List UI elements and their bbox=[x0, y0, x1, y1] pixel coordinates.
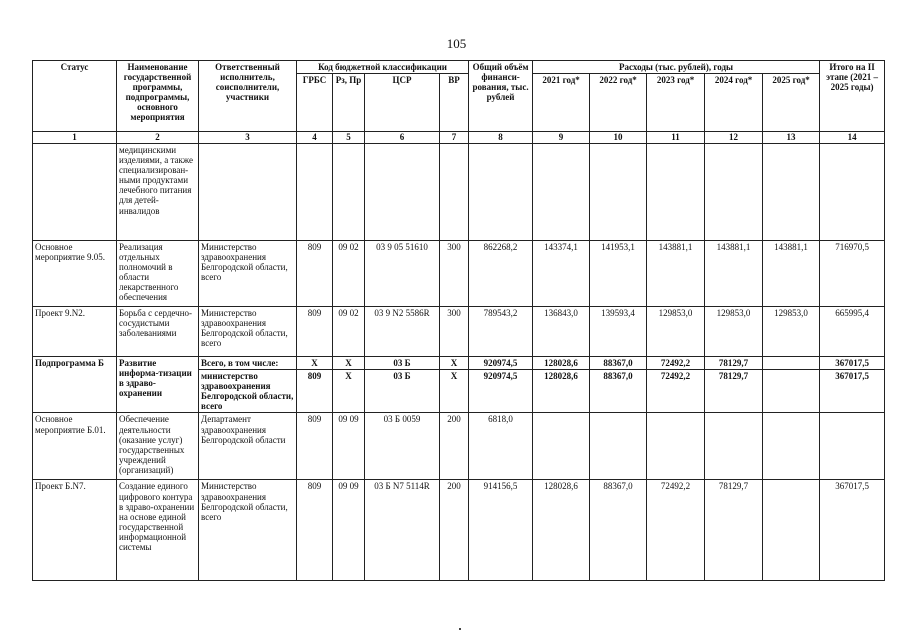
cell-2024: 129853,0 bbox=[705, 307, 763, 357]
cell-vr: Х bbox=[440, 357, 469, 370]
cell-name: медицинскими изделиями, а также специализирован-ными продуктами лечебного питания для детей-инвалидов bbox=[117, 144, 199, 241]
cell-2021 bbox=[533, 144, 590, 241]
header-2022: 2022 год* bbox=[590, 74, 647, 132]
cell-vr: 300 bbox=[440, 307, 469, 357]
col-number: 10 bbox=[590, 132, 647, 144]
cell-vr: Х bbox=[440, 370, 469, 413]
cell-2024: 78129,7 bbox=[705, 370, 763, 413]
table-row bbox=[33, 357, 885, 370]
header-2023: 2023 год* bbox=[647, 74, 705, 132]
cell-name: Реализация отдельных полномочий в области лекарственного обеспечения bbox=[117, 241, 199, 307]
cell-2024 bbox=[705, 144, 763, 241]
cell-itogo bbox=[820, 413, 885, 480]
cell-itogo: 367017,5 bbox=[820, 357, 885, 370]
cell-grbs: 809 bbox=[297, 480, 333, 581]
col-number: 4 bbox=[297, 132, 333, 144]
cell-total: 920974,5 bbox=[469, 357, 533, 370]
col-number: 12 bbox=[705, 132, 763, 144]
cell-total: 862268,2 bbox=[469, 241, 533, 307]
cell-2025 bbox=[763, 144, 820, 241]
cell-status: Основное мероприятие 9.05. bbox=[33, 241, 117, 307]
cell-grbs: 809 bbox=[297, 241, 333, 307]
cell-2024 bbox=[705, 413, 763, 480]
col-number: 8 bbox=[469, 132, 533, 144]
cell-rz: 09 02 bbox=[333, 307, 365, 357]
table-row bbox=[33, 307, 885, 357]
cell-total: 920974,5 bbox=[469, 370, 533, 413]
cell-rz: 09 09 bbox=[333, 480, 365, 581]
cell-2023: 72492,2 bbox=[647, 480, 705, 581]
cell-responsible: министерство здравоохранения Белгородской области, всего bbox=[199, 370, 297, 413]
budget-table bbox=[32, 60, 885, 581]
col-number: 2 bbox=[117, 132, 199, 144]
cell-2022 bbox=[590, 413, 647, 480]
col-number: 1 bbox=[33, 132, 117, 144]
cell-status: Подпрограмма Б bbox=[33, 357, 117, 413]
page-number: 105 bbox=[446, 36, 467, 51]
cell-responsible: Министерство здравоохранения Белгородской области, всего bbox=[199, 241, 297, 307]
cell-itogo: 716970,5 bbox=[820, 241, 885, 307]
cell-grbs bbox=[297, 144, 333, 241]
cell-csr: 03 9 05 51610 bbox=[365, 241, 440, 307]
col-number: 9 bbox=[533, 132, 590, 144]
cell-2025: 143881,1 bbox=[763, 241, 820, 307]
table-row bbox=[33, 480, 885, 581]
table-row bbox=[33, 144, 885, 241]
cell-itogo bbox=[820, 144, 885, 241]
header-name: Наименование государственной программы, подпрограммы, основного мероприятия bbox=[117, 61, 199, 132]
cell-rz bbox=[333, 144, 365, 241]
cell-total: 789543,2 bbox=[469, 307, 533, 357]
cell-rz: 09 02 bbox=[333, 241, 365, 307]
cell-2022: 88367,0 bbox=[590, 357, 647, 370]
cell-2022: 141953,1 bbox=[590, 241, 647, 307]
cell-vr: 200 bbox=[440, 480, 469, 581]
header-2024: 2024 год* bbox=[705, 74, 763, 132]
cell-2024: 78129,7 bbox=[705, 357, 763, 370]
cell-2021: 128028,6 bbox=[533, 370, 590, 413]
header-vr: ВР bbox=[440, 74, 469, 132]
cell-csr: 03 9 N2 5586R bbox=[365, 307, 440, 357]
cell-2021: 143374,1 bbox=[533, 241, 590, 307]
header-status: Статус bbox=[33, 61, 117, 132]
header-2021: 2021 год* bbox=[533, 74, 590, 132]
header-total-volume: Общий объём финанси-рования, тыс. рублей bbox=[469, 61, 533, 132]
cell-grbs: Х bbox=[297, 357, 333, 370]
table-row bbox=[33, 413, 885, 480]
cell-2021: 136843,0 bbox=[533, 307, 590, 357]
cell-total: 914156,5 bbox=[469, 480, 533, 581]
cell-name: Создание единого цифрового контура в здраво-охранении на основе единой государственной информационной системы bbox=[117, 480, 199, 581]
cell-2025 bbox=[763, 413, 820, 480]
col-number: 5 bbox=[333, 132, 365, 144]
header-itogo: Итого на II этапе (2021 – 2025 годы) bbox=[820, 61, 885, 132]
col-number: 13 bbox=[763, 132, 820, 144]
cell-2025 bbox=[763, 357, 820, 370]
cell-name: Борьба с сердечно-сосудистыми заболеваниями bbox=[117, 307, 199, 357]
cell-responsible: Министерство здравоохранения Белгородской области, всего bbox=[199, 307, 297, 357]
cell-2025 bbox=[763, 370, 820, 413]
cell-2024: 143881,1 bbox=[705, 241, 763, 307]
cell-2023: 129853,0 bbox=[647, 307, 705, 357]
cell-csr: 03 Б bbox=[365, 357, 440, 370]
cell-2023: 72492,2 bbox=[647, 370, 705, 413]
cell-2025: 129853,0 bbox=[763, 307, 820, 357]
col-number: 3 bbox=[199, 132, 297, 144]
header-grbs: ГРБС bbox=[297, 74, 333, 132]
cell-2023 bbox=[647, 144, 705, 241]
cell-status: Основное мероприятие Б.01. bbox=[33, 413, 117, 480]
header-responsible: Ответственный исполнитель, соисполнители, участники bbox=[199, 61, 297, 132]
scan-speck bbox=[459, 628, 461, 630]
col-number: 11 bbox=[647, 132, 705, 144]
cell-status: Проект 9.N2. bbox=[33, 307, 117, 357]
cell-2024: 78129,7 bbox=[705, 480, 763, 581]
col-number: 6 bbox=[365, 132, 440, 144]
cell-responsible: Департамент здравоохранения Белгородской области bbox=[199, 413, 297, 480]
cell-itogo: 665995,4 bbox=[820, 307, 885, 357]
header-budget-code: Код бюджетной классификации bbox=[297, 61, 469, 74]
cell-itogo: 367017,5 bbox=[820, 480, 885, 581]
header-2025: 2025 год* bbox=[763, 74, 820, 132]
cell-2023: 143881,1 bbox=[647, 241, 705, 307]
cell-responsible-total: Всего, в том числе: bbox=[199, 357, 297, 370]
cell-grbs: 809 bbox=[297, 307, 333, 357]
cell-2023: 72492,2 bbox=[647, 357, 705, 370]
cell-rz: 09 09 bbox=[333, 413, 365, 480]
cell-grbs: 809 bbox=[297, 413, 333, 480]
cell-csr: 03 Б N7 5114R bbox=[365, 480, 440, 581]
header-csr: ЦСР bbox=[365, 74, 440, 132]
cell-vr: 200 bbox=[440, 413, 469, 480]
cell-responsible: Министерство здравоохранения Белгородской области, всего bbox=[199, 480, 297, 581]
cell-csr: 03 Б 0059 bbox=[365, 413, 440, 480]
cell-responsible bbox=[199, 144, 297, 241]
cell-vr bbox=[440, 144, 469, 241]
cell-2022: 88367,0 bbox=[590, 370, 647, 413]
cell-csr: 03 Б bbox=[365, 370, 440, 413]
cell-2021 bbox=[533, 413, 590, 480]
cell-2023 bbox=[647, 413, 705, 480]
cell-csr bbox=[365, 144, 440, 241]
header-rz-pr: Рз, Пр bbox=[333, 74, 365, 132]
cell-grbs: 809 bbox=[297, 370, 333, 413]
cell-2022: 88367,0 bbox=[590, 480, 647, 581]
col-number: 7 bbox=[440, 132, 469, 144]
cell-2022 bbox=[590, 144, 647, 241]
cell-2022: 139593,4 bbox=[590, 307, 647, 357]
cell-2021: 128028,6 bbox=[533, 357, 590, 370]
cell-2021: 128028,6 bbox=[533, 480, 590, 581]
cell-name: Развитие информа-тизации в здраво-охранении bbox=[117, 357, 199, 413]
col-number: 14 bbox=[820, 132, 885, 144]
cell-name: Обеспечение деятельности (оказание услуг) государственных учреждений (организаций) bbox=[117, 413, 199, 480]
cell-vr: 300 bbox=[440, 241, 469, 307]
cell-status bbox=[33, 144, 117, 241]
header-expenses: Расходы (тыс. рублей), годы bbox=[533, 61, 820, 74]
cell-total bbox=[469, 144, 533, 241]
cell-total: 6818,0 bbox=[469, 413, 533, 480]
cell-2025 bbox=[763, 480, 820, 581]
cell-itogo: 367017,5 bbox=[820, 370, 885, 413]
cell-rz: Х bbox=[333, 370, 365, 413]
table-row bbox=[33, 241, 885, 307]
cell-rz: Х bbox=[333, 357, 365, 370]
cell-status: Проект Б.N7. bbox=[33, 480, 117, 581]
